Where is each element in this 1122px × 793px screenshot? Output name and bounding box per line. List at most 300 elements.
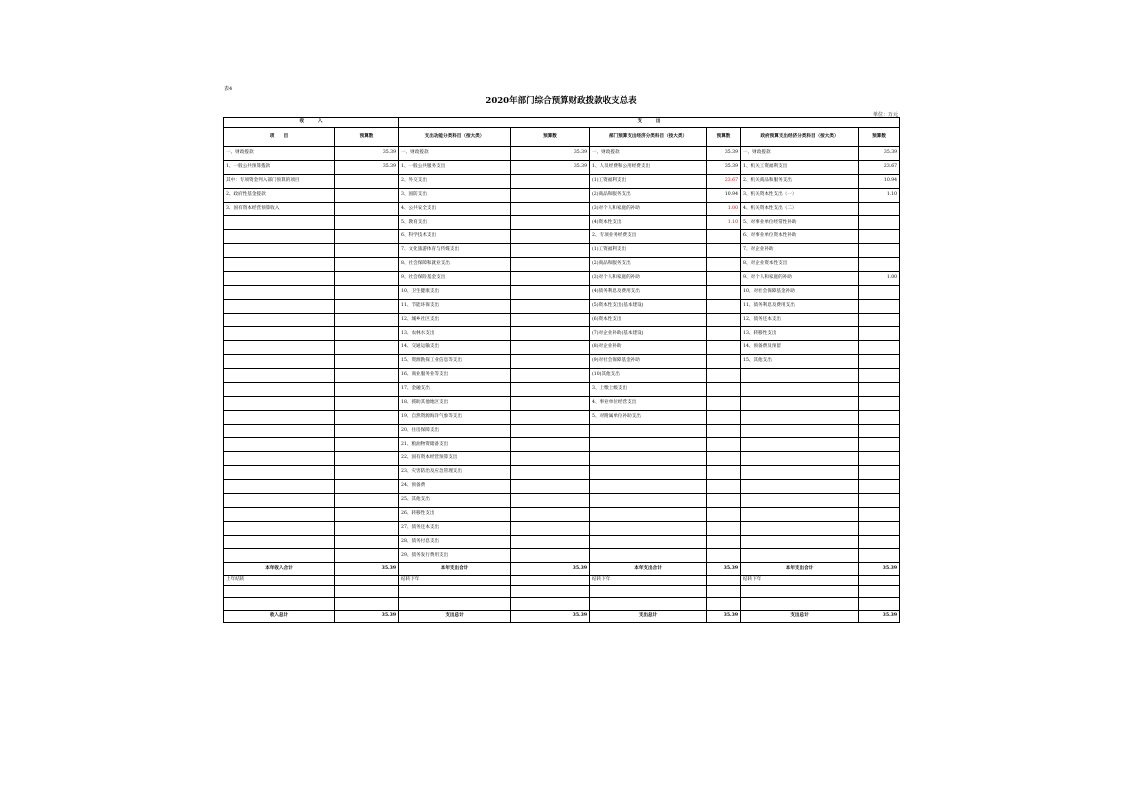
func-value <box>511 493 590 507</box>
income-item: 一、财政拨款 <box>224 147 335 161</box>
budget-header: 预算数 <box>511 128 590 147</box>
dept-item: (2)商品和服务支出 <box>590 188 707 202</box>
dept-value <box>707 480 741 494</box>
gov-item <box>741 493 859 507</box>
gov-value <box>859 493 900 507</box>
income-item <box>224 285 335 299</box>
dept-item <box>590 535 707 549</box>
gov-value <box>859 466 900 480</box>
dept-value <box>707 535 741 549</box>
func-value <box>511 382 590 396</box>
table-row <box>224 313 900 327</box>
gov-item: 一、财政拨款 <box>741 147 859 161</box>
income-value <box>335 480 399 494</box>
dept-item: 2、专项业务经费支出 <box>590 230 707 244</box>
dept-grand-total-label: 支出总计 <box>590 610 707 622</box>
func-item: 一、财政拨款 <box>399 147 511 161</box>
dept-item <box>590 521 707 535</box>
gov-value <box>859 438 900 452</box>
income-value <box>335 535 399 549</box>
func-item: 23、灾害防治及应急管理支出 <box>399 466 511 480</box>
gov-item <box>741 466 859 480</box>
gov-carry-value <box>859 575 900 585</box>
dept-item: (3)对个人和家庭的补助 <box>590 202 707 216</box>
income-item <box>224 244 335 258</box>
func-value <box>511 480 590 494</box>
func-value: 35.39 <box>511 160 590 174</box>
income-item <box>224 382 335 396</box>
income-value <box>335 216 399 230</box>
func-grand-total-label: 支出总计 <box>399 610 511 622</box>
budget-table <box>223 117 900 623</box>
func-value <box>511 188 590 202</box>
func-item: 15、资源勘探工业信息等支出 <box>399 355 511 369</box>
func-value <box>511 466 590 480</box>
dept-item <box>590 452 707 466</box>
gov-item: 14、预备费及预留 <box>741 341 859 355</box>
func-item: 25、其他支出 <box>399 493 511 507</box>
gov-value <box>859 396 900 410</box>
func-year-total-label: 本年支出合计 <box>399 563 511 575</box>
gov-value <box>859 202 900 216</box>
gov-item: 13、转移性支出 <box>741 327 859 341</box>
income-item: 其中：专项资金列入部门预算的项目 <box>224 174 335 188</box>
gov-value <box>859 452 900 466</box>
income-item <box>224 341 335 355</box>
income-header: 收 入 <box>224 118 399 128</box>
income-item: 3、国有资本经营预算收入 <box>224 202 335 216</box>
func-year-total-value: 35.39 <box>511 563 590 575</box>
income-value <box>335 202 399 216</box>
func-item: 28、债务付息支出 <box>399 535 511 549</box>
gov-item <box>741 480 859 494</box>
income-item <box>224 313 335 327</box>
func-value <box>511 438 590 452</box>
dept-item: (7)对企业补助(基本建设) <box>590 327 707 341</box>
func-value <box>511 230 590 244</box>
item-header: 项 目 <box>224 128 335 147</box>
income-value <box>335 258 399 272</box>
dept-value <box>707 313 741 327</box>
dept-value <box>707 493 741 507</box>
table-row <box>224 452 900 466</box>
grand-total-row <box>224 610 900 622</box>
dept-item: (1)工资福利支出 <box>590 174 707 188</box>
dept-item: (5)资本性支出(基本建设) <box>590 299 707 313</box>
func-item: 7、文化旅游体育与传媒支出 <box>399 244 511 258</box>
func-item: 16、商业服务业等支出 <box>399 369 511 383</box>
gov-item <box>741 507 859 521</box>
func-item: 27、债务还本支出 <box>399 521 511 535</box>
func-value <box>511 452 590 466</box>
dept-year-total-label: 本年支出合计 <box>590 563 707 575</box>
func-value <box>511 410 590 424</box>
dept-value <box>707 230 741 244</box>
page-title: 2020年部门综合预算财政拨款收支总表 <box>485 96 637 106</box>
table-row <box>224 258 900 272</box>
income-value: 35.39 <box>335 160 399 174</box>
dept-value <box>707 258 741 272</box>
income-value <box>335 493 399 507</box>
func-item: 17、金融支出 <box>399 382 511 396</box>
table-row <box>224 396 900 410</box>
gov-item: 11、债务利息及费用支出 <box>741 299 859 313</box>
gov-value <box>859 410 900 424</box>
income-value <box>335 188 399 202</box>
income-item <box>224 438 335 452</box>
income-value <box>335 424 399 438</box>
gov-value <box>859 313 900 327</box>
gov-item: 3、机关资本性支出（一） <box>741 188 859 202</box>
dept-value <box>707 438 741 452</box>
carry-row <box>224 575 900 585</box>
income-value <box>335 521 399 535</box>
table-row <box>224 480 900 494</box>
dept-value <box>707 271 741 285</box>
table-row <box>224 382 900 396</box>
func-item: 13、农林水支出 <box>399 327 511 341</box>
table-row <box>224 299 900 313</box>
gov-value <box>859 535 900 549</box>
income-item <box>224 521 335 535</box>
func-value <box>511 258 590 272</box>
income-item <box>224 299 335 313</box>
func-value: 35.39 <box>511 147 590 161</box>
func-value <box>511 396 590 410</box>
gov-grand-total-value: 35.39 <box>859 610 900 622</box>
gov-value <box>859 507 900 521</box>
dept-item: 3、上缴上级支出 <box>590 382 707 396</box>
table-row <box>224 271 900 285</box>
table-row <box>224 438 900 452</box>
gov-item: 5、对事业单位经常性补助 <box>741 216 859 230</box>
gov-grand-total-label: 支出总计 <box>741 610 859 622</box>
func-item: 19、自然资源海洋气象等支出 <box>399 410 511 424</box>
income-item <box>224 535 335 549</box>
unit-label: 单位：万元 <box>872 112 898 118</box>
income-item <box>224 230 335 244</box>
income-value <box>335 230 399 244</box>
dept-value: 23.67 <box>707 174 741 188</box>
income-value <box>335 507 399 521</box>
income-value <box>335 396 399 410</box>
gov-value: 23.67 <box>859 160 900 174</box>
func-value <box>511 202 590 216</box>
func-value <box>511 299 590 313</box>
income-item <box>224 493 335 507</box>
table-row <box>224 160 900 174</box>
func-item: 2、外交支出 <box>399 174 511 188</box>
year-total-row <box>224 563 900 575</box>
gov-value: 10.94 <box>859 174 900 188</box>
income-item: 1、一般公共预算拨款 <box>224 160 335 174</box>
table-row <box>224 327 900 341</box>
dept-value <box>707 452 741 466</box>
table-row <box>224 216 900 230</box>
gov-item <box>741 452 859 466</box>
gov-item: 15、其他支出 <box>741 355 859 369</box>
dept-item: (10)其他支出 <box>590 369 707 383</box>
income-item: 2、政府性基金拨款 <box>224 188 335 202</box>
table-row <box>224 341 900 355</box>
gov-value <box>859 424 900 438</box>
gov-item <box>741 410 859 424</box>
func-item: 4、公共安全支出 <box>399 202 511 216</box>
dept-item: (4)资本性支出 <box>590 216 707 230</box>
income-item <box>224 452 335 466</box>
gov-item: 8、对企业资本性支出 <box>741 258 859 272</box>
dept-value <box>707 355 741 369</box>
dept-value <box>707 244 741 258</box>
func-item: 21、粮油物资储备支出 <box>399 438 511 452</box>
dept-value <box>707 299 741 313</box>
income-value <box>335 452 399 466</box>
table-row <box>224 174 900 188</box>
table-row <box>224 147 900 161</box>
income-item <box>224 216 335 230</box>
budget-header: 预算数 <box>335 128 399 147</box>
table-row <box>224 535 900 549</box>
func-item: 14、交通运输支出 <box>399 341 511 355</box>
budget-header: 预算数 <box>707 128 741 147</box>
gov-value <box>859 258 900 272</box>
income-value <box>335 327 399 341</box>
func-item: 20、住房保障支出 <box>399 424 511 438</box>
func-item: 6、科学技术支出 <box>399 230 511 244</box>
income-year-total-value: 35.39 <box>335 563 399 575</box>
gov-item: 7、对企业补助 <box>741 244 859 258</box>
table-row <box>224 369 900 383</box>
dept-item: 一、财政拨款 <box>590 147 707 161</box>
dept-item <box>590 424 707 438</box>
income-item <box>224 258 335 272</box>
func-item: 26、转移性支出 <box>399 507 511 521</box>
func-item: 18、援助其他地区支出 <box>399 396 511 410</box>
dept-econ-header: 部门预算支出经济分类科目（按大类） <box>590 128 707 147</box>
dept-item: (2)商品和服务支出 <box>590 258 707 272</box>
func-value <box>511 313 590 327</box>
income-item <box>224 369 335 383</box>
gov-item <box>741 521 859 535</box>
dept-value <box>707 521 741 535</box>
table-row <box>224 202 900 216</box>
income-value <box>335 438 399 452</box>
income-value <box>335 549 399 563</box>
table-row <box>224 549 900 563</box>
gov-value <box>859 216 900 230</box>
func-value <box>511 507 590 521</box>
blank-row <box>224 585 900 597</box>
expense-header: 支 出 <box>399 118 900 128</box>
dept-item: (6)资本性支出 <box>590 313 707 327</box>
income-item <box>224 466 335 480</box>
dept-item <box>590 438 707 452</box>
func-item: 9、社会保险基金支出 <box>399 271 511 285</box>
income-value <box>335 382 399 396</box>
gov-value <box>859 341 900 355</box>
func-item: 29、债务发行费用支出 <box>399 549 511 563</box>
func-value <box>511 271 590 285</box>
func-value <box>511 369 590 383</box>
func-grand-total-value: 35.39 <box>511 610 590 622</box>
dept-grand-total-value: 35.39 <box>707 610 741 622</box>
dept-item: 5、对附属单位补助支出 <box>590 410 707 424</box>
gov-item <box>741 549 859 563</box>
income-value <box>335 313 399 327</box>
dept-value: 1.10 <box>707 216 741 230</box>
dept-year-total-value: 35.39 <box>707 563 741 575</box>
func-item: 3、国防支出 <box>399 188 511 202</box>
income-carry-label: 上年结转 <box>224 575 335 585</box>
gov-item <box>741 382 859 396</box>
dept-carry-label: 结转下年 <box>590 575 707 585</box>
income-value <box>335 174 399 188</box>
dept-value <box>707 424 741 438</box>
income-value <box>335 410 399 424</box>
dept-item: (4)债务利息及费用支出 <box>590 285 707 299</box>
dept-value: 35.39 <box>707 160 741 174</box>
table-row <box>224 507 900 521</box>
gov-econ-header: 政府预算支出经济分类科目（按大类） <box>741 128 859 147</box>
dept-item <box>590 466 707 480</box>
func-carry-value <box>511 575 590 585</box>
table-row <box>224 410 900 424</box>
gov-carry-label: 结转下年 <box>741 575 859 585</box>
income-value <box>335 271 399 285</box>
func-class-header: 支出功能分类科目（按大类） <box>399 128 511 147</box>
dept-value <box>707 410 741 424</box>
gov-value <box>859 369 900 383</box>
gov-value: 1.10 <box>859 188 900 202</box>
func-value <box>511 244 590 258</box>
gov-item: 9、对个人和家庭的补助 <box>741 271 859 285</box>
func-item: 12、城乡社区支出 <box>399 313 511 327</box>
gov-year-total-label: 本年支出合计 <box>741 563 859 575</box>
func-item: 10、卫生健康支出 <box>399 285 511 299</box>
income-year-total-label: 本年收入合计 <box>224 563 335 575</box>
income-value: 35.39 <box>335 147 399 161</box>
func-item: 8、社会保障和就业支出 <box>399 258 511 272</box>
gov-item: 6、对事业单位资本性补助 <box>741 230 859 244</box>
dept-value <box>707 396 741 410</box>
dept-carry-value <box>707 575 741 585</box>
income-value <box>335 369 399 383</box>
func-item: 1、一般公共服务支出 <box>399 160 511 174</box>
gov-value: 35.39 <box>859 147 900 161</box>
gov-value <box>859 299 900 313</box>
income-item <box>224 480 335 494</box>
dept-item: (9)对社会保障基金补助 <box>590 355 707 369</box>
dept-item: (8)对企业补助 <box>590 341 707 355</box>
gov-year-total-value: 35.39 <box>859 563 900 575</box>
income-carry-value <box>335 575 399 585</box>
gov-item: 4、机关资本性支出（二） <box>741 202 859 216</box>
table-row <box>224 424 900 438</box>
func-value <box>511 285 590 299</box>
func-value <box>511 341 590 355</box>
gov-value <box>859 355 900 369</box>
dept-value: 1.00 <box>707 202 741 216</box>
func-value <box>511 327 590 341</box>
table-row <box>224 493 900 507</box>
income-value <box>335 466 399 480</box>
gov-item: 12、债务还本支出 <box>741 313 859 327</box>
func-value <box>511 174 590 188</box>
gov-value <box>859 480 900 494</box>
func-carry-label: 结转下年 <box>399 575 511 585</box>
table-row <box>224 230 900 244</box>
gov-item <box>741 424 859 438</box>
table-row <box>224 188 900 202</box>
func-value <box>511 355 590 369</box>
func-item: 5、教育支出 <box>399 216 511 230</box>
income-item <box>224 507 335 521</box>
gov-item <box>741 369 859 383</box>
dept-item: 1、人员经费和公用经费支出 <box>590 160 707 174</box>
income-value <box>335 299 399 313</box>
dept-value: 10.94 <box>707 188 741 202</box>
gov-item: 1、机关工资福利支出 <box>741 160 859 174</box>
income-item <box>224 424 335 438</box>
income-value <box>335 244 399 258</box>
gov-value <box>859 327 900 341</box>
dept-value <box>707 549 741 563</box>
income-item <box>224 327 335 341</box>
income-item <box>224 410 335 424</box>
income-item <box>224 549 335 563</box>
income-grand-total-value: 35.39 <box>335 610 399 622</box>
gov-value <box>859 549 900 563</box>
blank-row <box>224 598 900 610</box>
func-value <box>511 535 590 549</box>
dept-item: 4、事业单位经营支出 <box>590 396 707 410</box>
dept-value <box>707 466 741 480</box>
dept-value <box>707 285 741 299</box>
gov-item: 2、机关商品和服务支出 <box>741 174 859 188</box>
gov-item: 10、对社会保障基金补助 <box>741 285 859 299</box>
func-item: 22、国有资本经营预算支出 <box>399 452 511 466</box>
gov-value: 1.00 <box>859 271 900 285</box>
form-id: 表4 <box>224 86 233 92</box>
income-value <box>335 341 399 355</box>
table-row <box>224 244 900 258</box>
func-value <box>511 424 590 438</box>
dept-value: 35.39 <box>707 147 741 161</box>
gov-value <box>859 382 900 396</box>
gov-value <box>859 244 900 258</box>
income-item <box>224 271 335 285</box>
dept-item <box>590 493 707 507</box>
func-value <box>511 216 590 230</box>
income-grand-total-label: 收入总计 <box>224 610 335 622</box>
func-value <box>511 521 590 535</box>
gov-value <box>859 230 900 244</box>
table-row <box>224 285 900 299</box>
table-row <box>224 466 900 480</box>
budget-header: 预算数 <box>859 128 900 147</box>
gov-item <box>741 438 859 452</box>
table-row <box>224 355 900 369</box>
table-body <box>224 147 900 563</box>
dept-value <box>707 369 741 383</box>
dept-item <box>590 549 707 563</box>
gov-value <box>859 285 900 299</box>
dept-value <box>707 341 741 355</box>
dept-value <box>707 327 741 341</box>
func-value <box>511 549 590 563</box>
dept-item <box>590 507 707 521</box>
gov-item <box>741 396 859 410</box>
